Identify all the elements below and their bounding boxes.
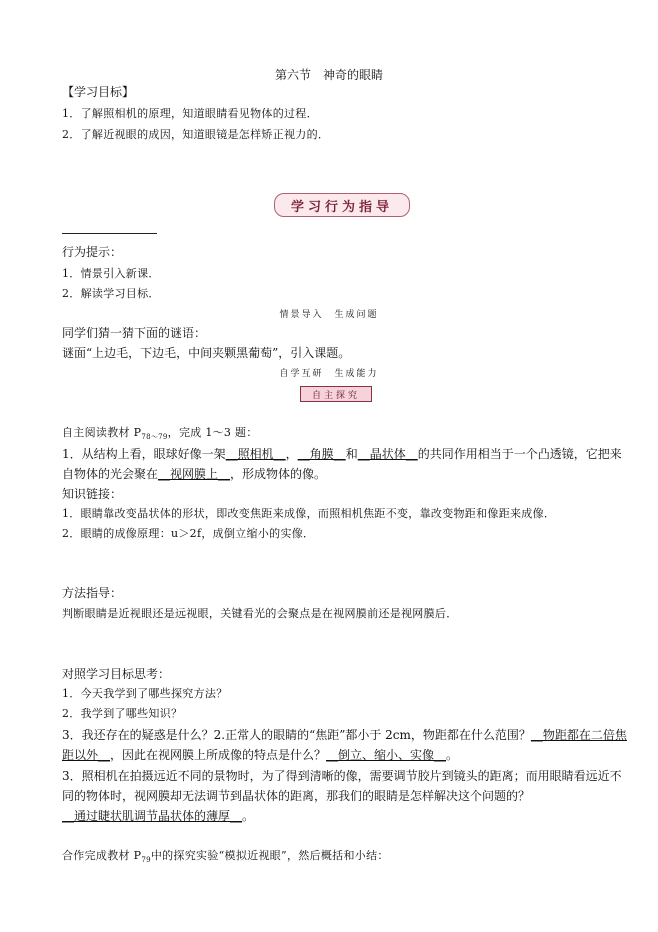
section-heading-1: 情景导入 生成问题 <box>279 310 379 320</box>
reflect-2: 2．我学到了哪些知识？ <box>62 707 183 720</box>
question-1-line-2: 自物体的光会聚在__视网膜上__，形成物体的像。 <box>62 467 327 481</box>
riddle-text: 谜面“上边毛，下边毛，中间夹颗黑葡萄”，引入课题。 <box>62 346 351 360</box>
reflect-header: 对照学习目标思考： <box>62 667 171 681</box>
read-task: 自主阅读教材 $P_{78\sim 79}$，完成 1～3 题： <box>62 426 258 442</box>
knowledge-header: 知识链接： <box>62 487 123 501</box>
objectives-header: 【学习目标】 <box>62 85 135 99</box>
knowledge-2: 2．眼睛的成像原理：u＞2f，成倒立缩小的实像． <box>62 527 315 540</box>
hints-header: 行为提示： <box>62 245 123 259</box>
question-4-line-1: 3．照相机在拍摄远近不同的景物时，为了得到清晰的像，需要调节胶片到镜头的距离；而用眼睛看远近不 <box>62 769 622 783</box>
question-4-answer: __通过睫状肌调节晶状体的薄厚__。 <box>62 809 255 823</box>
objective-1: 1．了解照相机的原理，知道眼睛看见物体的过程． <box>62 107 318 120</box>
page-title: 第六节 神奇的眼睛 <box>274 68 383 82</box>
hint-1: 1．情景引入新课． <box>62 267 160 280</box>
coop-task: 合作完成教材 $P_{79}$中的探究实验“模拟近视眼”，然后概括和小结： <box>62 849 389 865</box>
question-1-line-1: 1．从结构上看，眼球好像一架__照相机__，__角膜__和__晶状体__的共同作用相当于一个凸透镜，它把来 <box>62 447 622 461</box>
answer-image-type: __倒立、缩小、实像__ <box>326 748 447 762</box>
self-study-chip: 自主探究 <box>300 386 372 402</box>
reflect-1: 1．今天我学到了哪些探究方法？ <box>62 687 228 700</box>
riddle-intro: 同学们猜一猜下面的谜语： <box>62 326 207 340</box>
method-text: 判断眼睛是近视眼还是远视眼，关键看光的会聚点是在视网膜前还是视网膜后． <box>62 607 458 620</box>
method-header: 方法指导： <box>62 586 123 600</box>
section-heading-2: 自学互研 生成能力 <box>279 369 379 379</box>
knowledge-1: 1．眼睛靠改变晶状体的形状，即改变焦距来成像，而照相机焦距不变，靠改变物距和像距来成像． <box>62 507 556 520</box>
guidance-banner: 学习行为指导 <box>274 193 410 217</box>
divider <box>62 233 157 234</box>
answer-lens: __晶状体__ <box>357 447 418 461</box>
question-4-line-2: 同的物体时，视网膜却无法调节到晶状体的距离，那我们的眼睛是怎样解决这个问题的？ <box>62 789 531 803</box>
answer-retina: __视网膜上__ <box>158 467 231 481</box>
answer-cornea: __角膜__ <box>297 447 346 461</box>
hint-2: 2．解读学习目标． <box>62 287 160 300</box>
answer-camera: __照相机__ <box>225 447 286 461</box>
answer-object-distance: __物距都在二倍焦 <box>530 728 627 742</box>
question-3-line-1: 3．我还存在的疑惑是什么？2.正常人的眼睛的“焦距”都小于 2cm，物距都在什么范围？__物距都在二倍焦 <box>62 728 627 742</box>
question-3-line-2: 距以外__，因此在视网膜上所成像的特点是什么？__倒立、缩小、实像__。 <box>62 748 459 762</box>
objective-2: 2．了解近视眼的成因，知道眼镜是怎样矫正视力的． <box>62 128 330 141</box>
